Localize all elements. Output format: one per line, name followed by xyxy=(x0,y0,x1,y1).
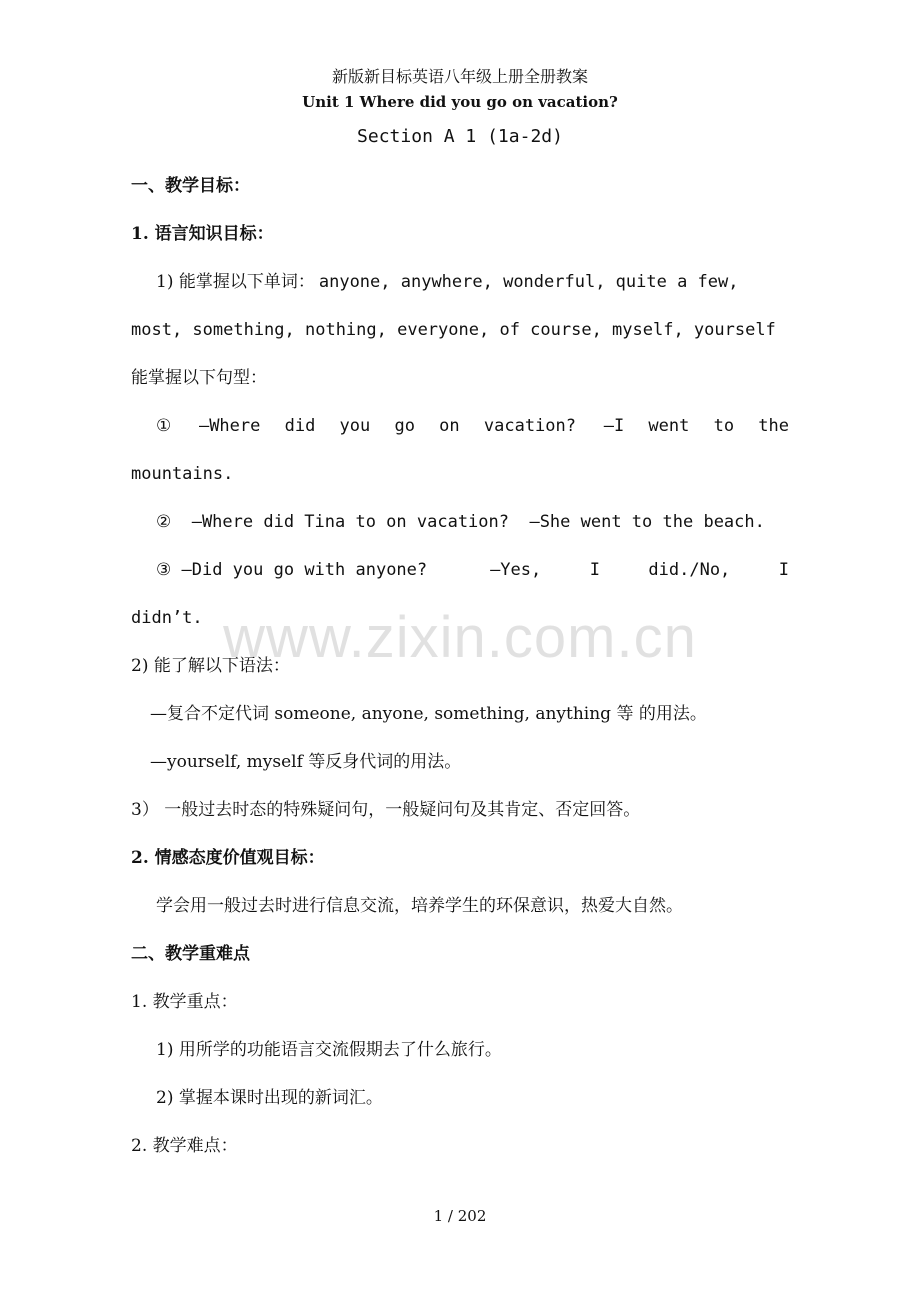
sentence-3-answer: —Yes, I did./No, I xyxy=(490,560,789,580)
grammar-label: 2) 能了解以下语法： xyxy=(131,656,290,676)
vocab-line-1 xyxy=(131,271,789,293)
key-points-label: 1. 教学重点： xyxy=(131,992,238,1012)
sentence-3 xyxy=(131,559,789,581)
document-title: 新版新目标英语八年级上册全册教案 xyxy=(331,67,588,86)
sentence-1-answer: —I went to the xyxy=(603,416,789,436)
subheading-language-goals: 1. 语言知识目标： xyxy=(131,224,274,244)
values-goals-text: 学会用一般过去时进行信息交流，培养学生的环保意识，热爱大自然。 xyxy=(156,896,683,916)
section-title: Section A 1 (1a-2d) xyxy=(357,126,563,147)
sentence-3-marker: ③ xyxy=(156,560,172,580)
grammar-point-2: —yourself, myself 等反身代词的用法。 xyxy=(150,752,462,772)
vocab-words-1: anyone, anywhere, wonderful, quite a few, xyxy=(318,272,739,292)
difficult-points-label: 2. 教学难点： xyxy=(131,1136,238,1156)
sentence-1 xyxy=(131,415,789,437)
vocab-line-2: most, something, nothing, everyone, of course, myself, yourself xyxy=(131,320,776,340)
key-point-1: 1) 用所学的功能语言交流假期去了什么旅行。 xyxy=(156,1040,502,1060)
item-3: 3） 一般过去时态的特殊疑问句，一般疑问句及其肯定、否定回答。 xyxy=(131,800,641,820)
sentence-1-question: —Where did you go on vacation? xyxy=(198,416,576,436)
sentence-3-question xyxy=(131,559,427,581)
key-point-2: 2) 掌握本课时出现的新词汇。 xyxy=(156,1088,383,1108)
page-number: 1 / 202 xyxy=(433,1207,487,1225)
heading-teaching-goals: 一、教学目标： xyxy=(131,176,250,196)
vocab-label: 1) 能掌握以下单词： xyxy=(156,272,315,292)
watermark: www.zixin.com.cn xyxy=(223,605,697,670)
heading-key-difficult-points: 二、教学重难点 xyxy=(131,944,250,964)
patterns-label: 能掌握以下句型： xyxy=(131,368,267,388)
sentence-3-continued: didn’t. xyxy=(131,608,203,628)
unit-title: Unit 1 Where did you go on vacation? xyxy=(302,93,618,111)
sentence-2: ② —Where did Tina to on vacation? —She went to the beach. xyxy=(156,512,765,532)
grammar-point-1: —复合不定代词 someone, anyone, something, anything 等 的用法。 xyxy=(150,704,707,724)
sentence-1-continued: mountains. xyxy=(131,464,234,484)
sentence-3-question-text: —Did you go with anyone? xyxy=(181,560,428,580)
sentence-1-marker: ① xyxy=(156,416,172,436)
subheading-values-goals: 2. 情感态度价值观目标： xyxy=(131,848,325,868)
